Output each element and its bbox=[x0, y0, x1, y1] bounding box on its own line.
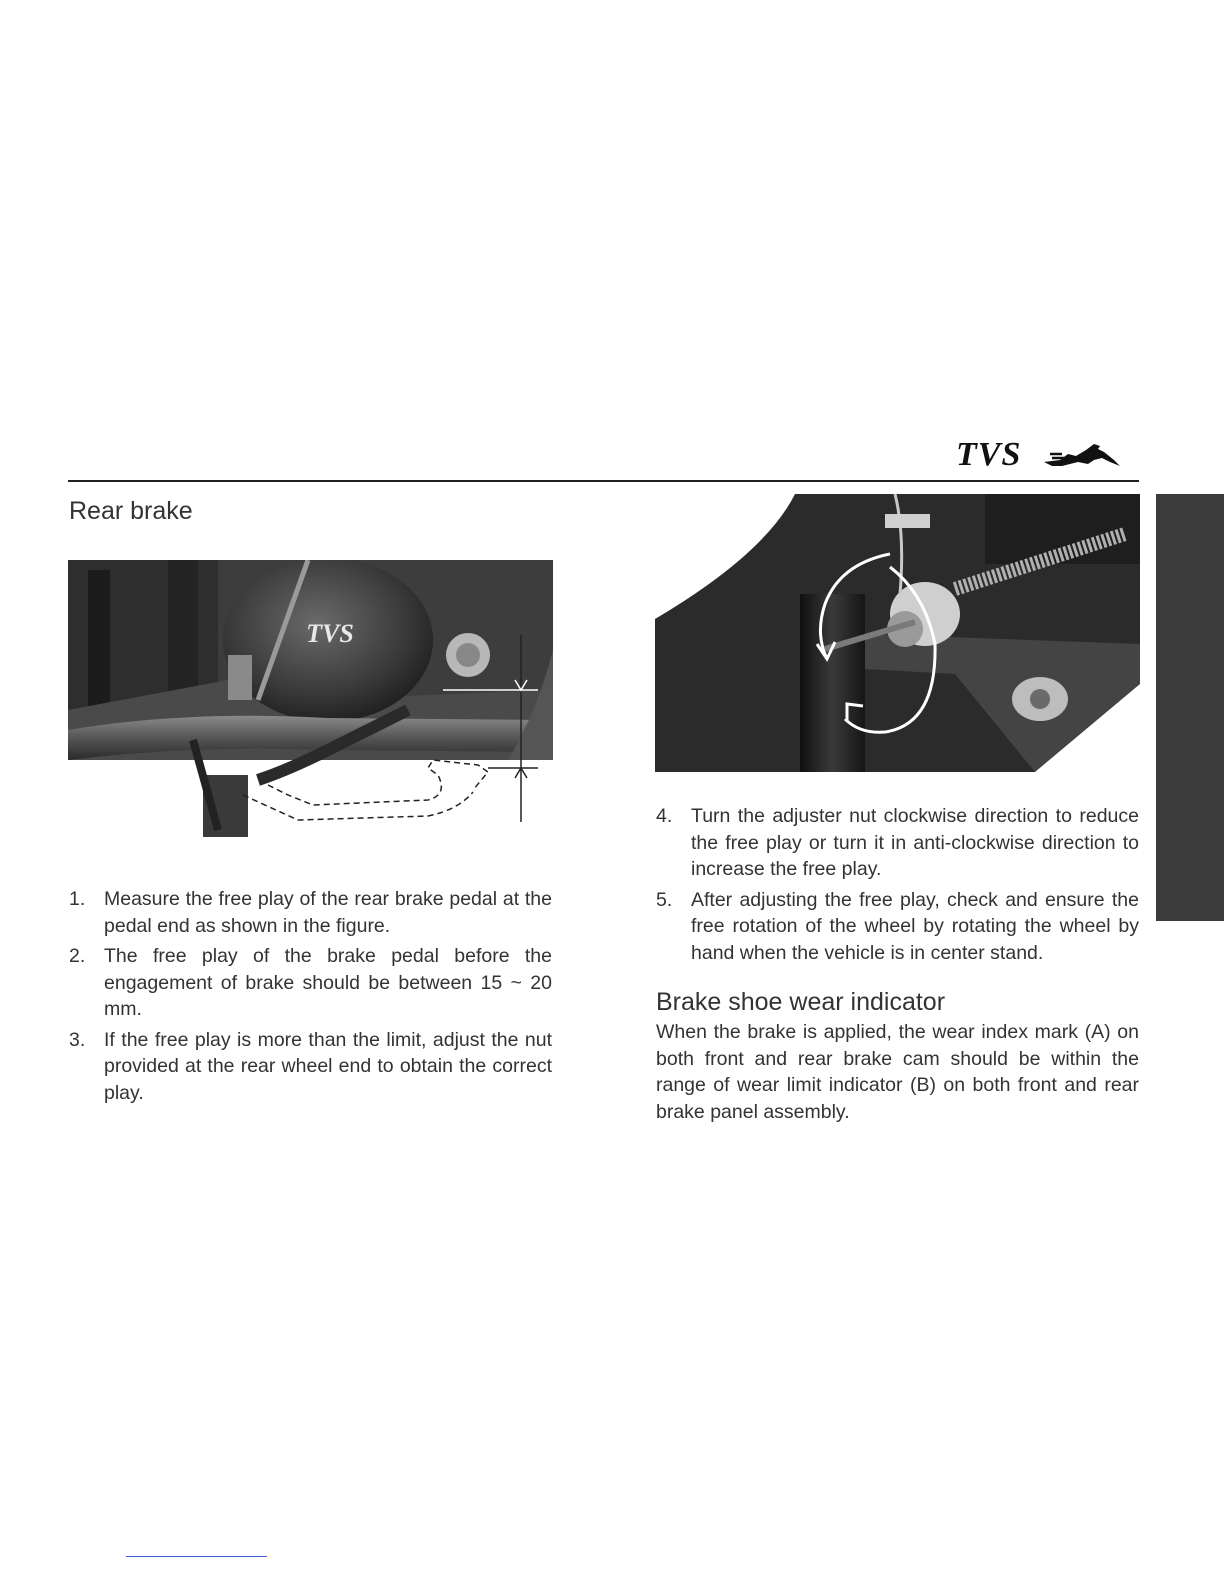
header-rule bbox=[68, 480, 1139, 482]
brand-name: TVS bbox=[956, 436, 1022, 473]
list-item: 4. Turn the adjuster nut clockwise direction to reduce the free play or turn it in anti-clockwise direction to increase the free play. bbox=[656, 805, 1139, 880]
horse-logo-icon bbox=[1042, 440, 1122, 470]
tvs-logo bbox=[950, 432, 1130, 474]
engine-cover-logo: TVS bbox=[306, 619, 354, 648]
rear-brake-pedal-photo bbox=[68, 560, 553, 840]
list-item: 1. Measure the free play of the rear brake pedal at the pedal end as shown in the figure. bbox=[69, 888, 552, 937]
footer-link-underline bbox=[126, 1556, 267, 1557]
adjustment-steps bbox=[656, 803, 1139, 970]
list-item: 3. If the free play is more than the limit, adjust the nut provided at the rear wheel end to obtain the correct play. bbox=[69, 1028, 552, 1104]
section-title-rear-brake: Rear brake bbox=[69, 497, 193, 525]
section-side-tab bbox=[1156, 494, 1224, 921]
list-item: 2. The free play of the brake pedal before the engagement of brake should be between 15 ~ 20 mm. bbox=[69, 945, 552, 1020]
brake-shoe-paragraph: When the brake is applied, the wear index mark (A) on both front and rear brake cam should be within the range of wear limit indicator (B) on both front and rear brake panel assembly. bbox=[656, 1021, 1139, 1123]
list-item: 5. After adjusting the free play, check and ensure the free rotation of the wheel by rotating the wheel by hand when the vehicle is in center stand. bbox=[656, 888, 1139, 964]
rear-brake-steps bbox=[69, 886, 552, 1110]
adjuster-nut-photo bbox=[655, 494, 1140, 772]
section-title-brake-shoe: Brake shoe wear indicator bbox=[656, 988, 946, 1016]
